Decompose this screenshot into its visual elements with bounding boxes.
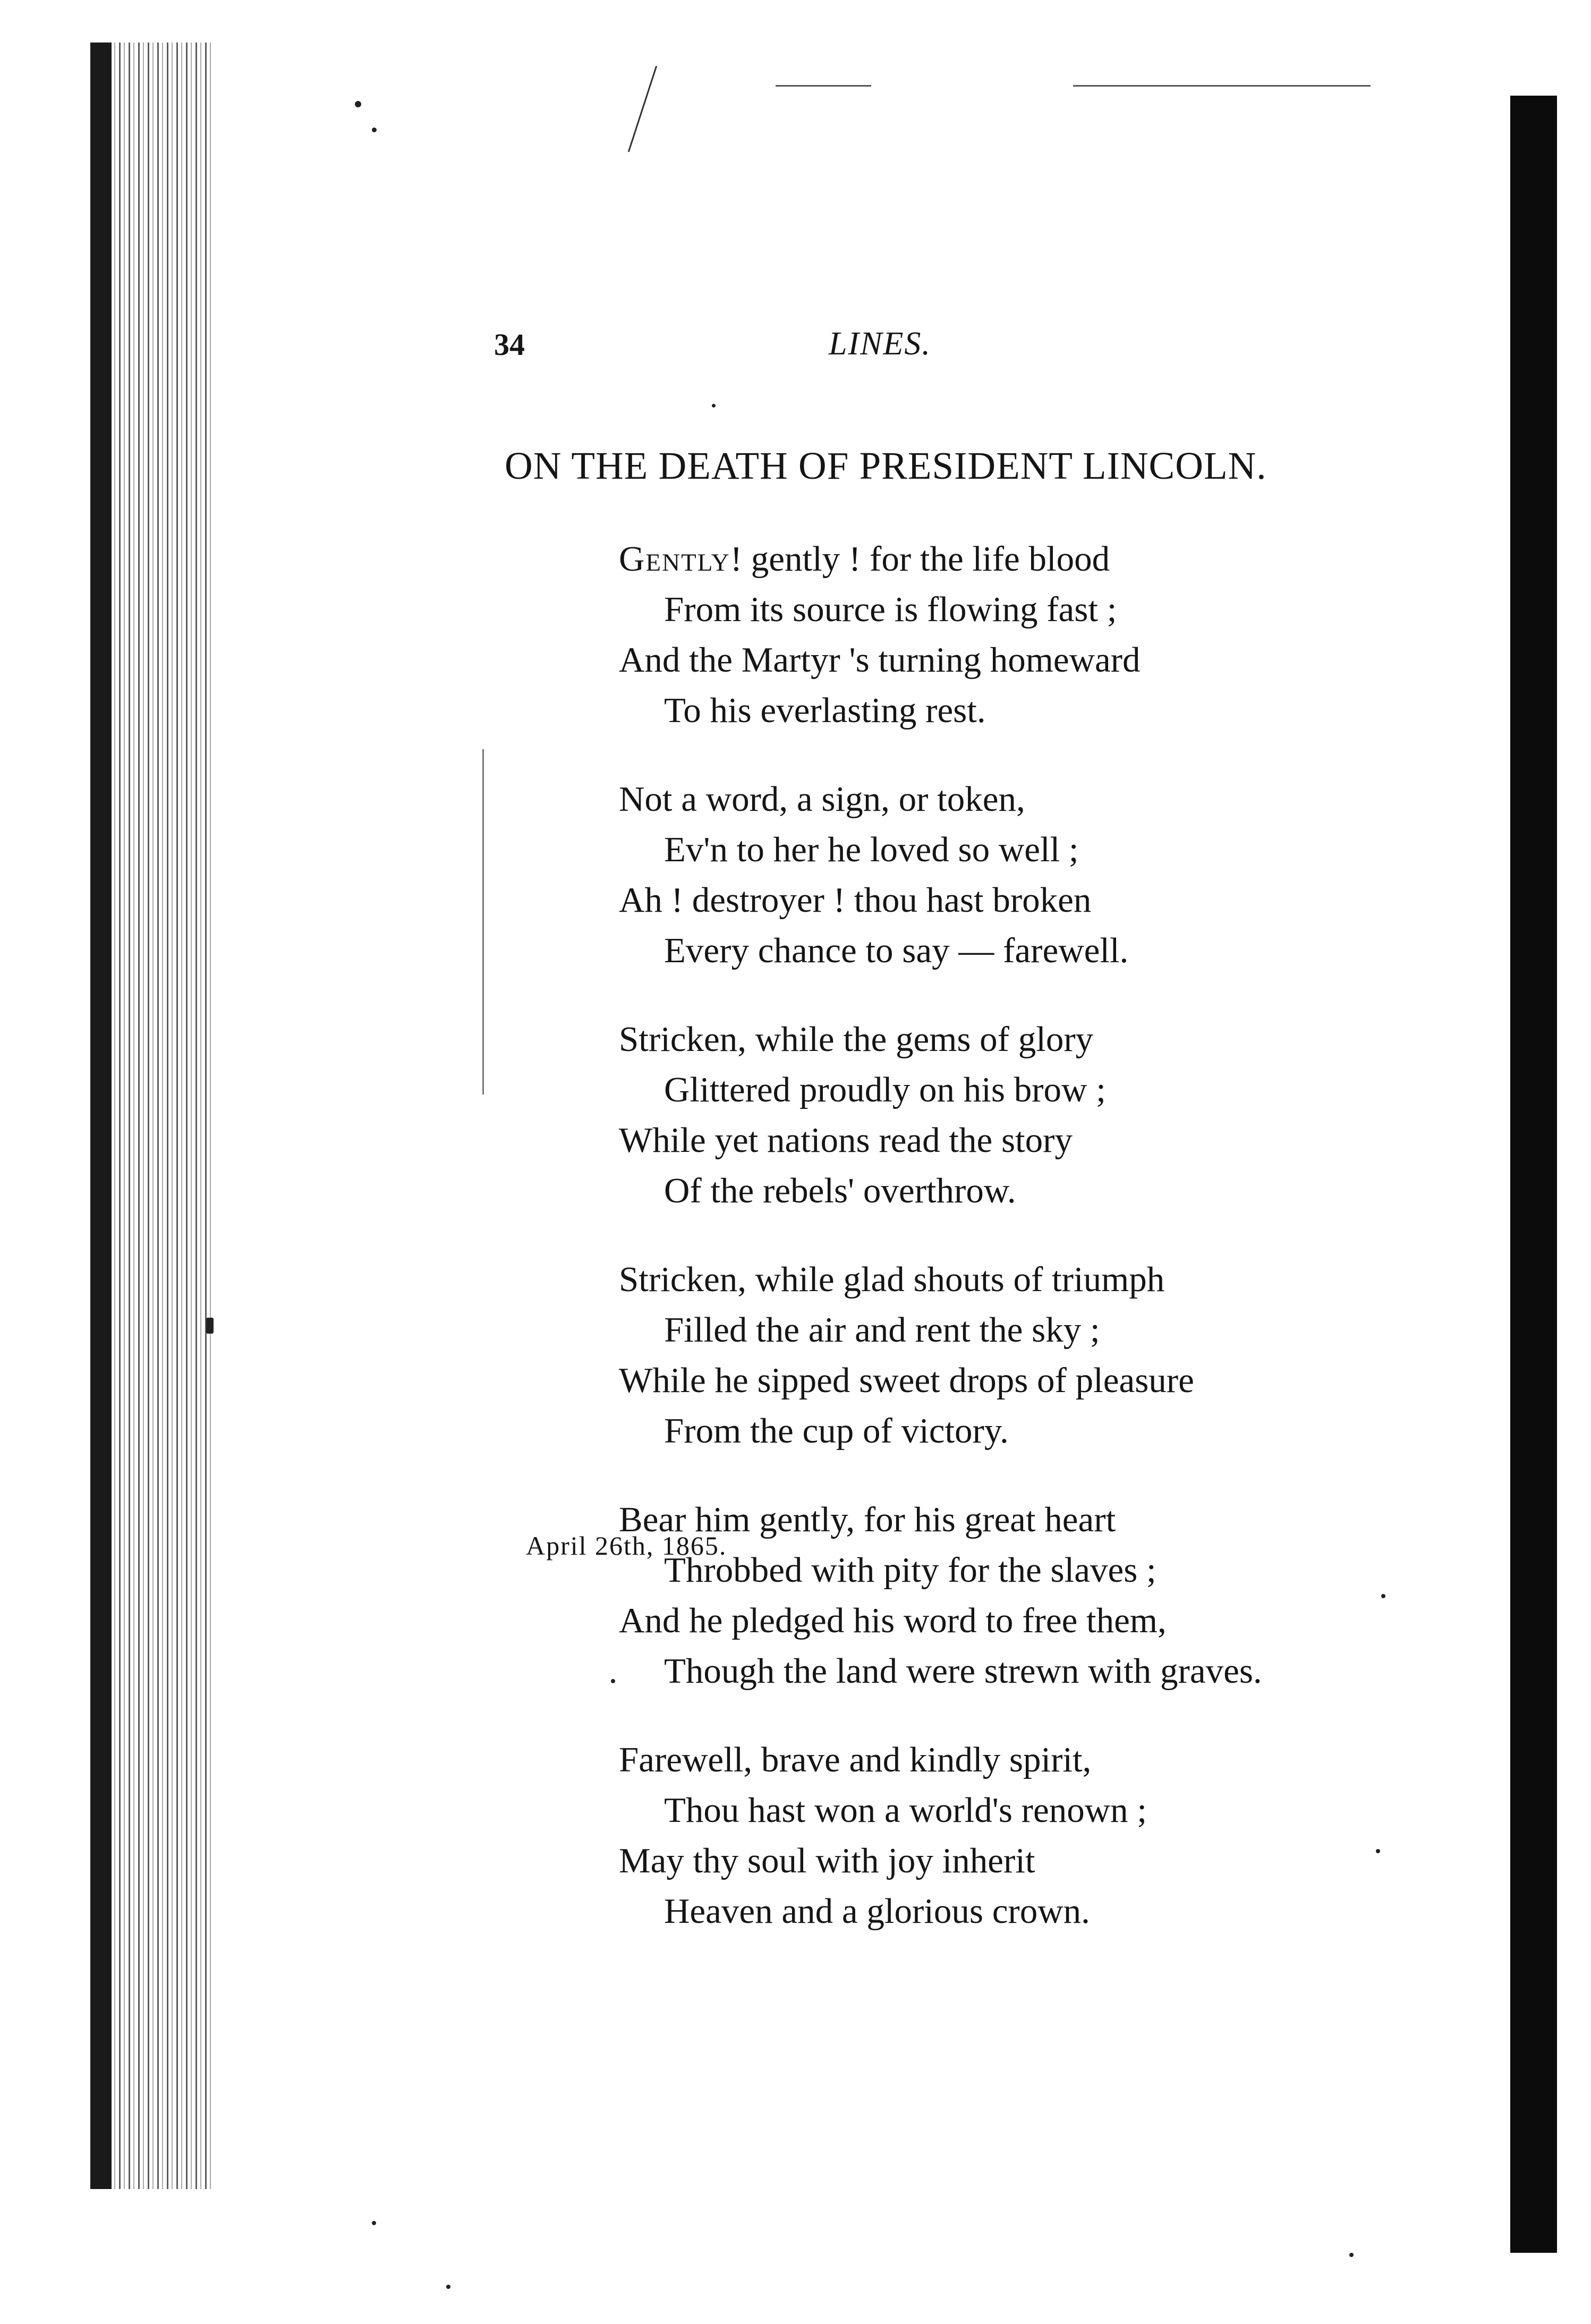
poem-line: Farewell, brave and kindly spirit, [619,1740,1092,1779]
scan-mark [1073,85,1371,87]
running-head: LINES. [829,326,931,362]
poem-line: Not a word, a sign, or token, [619,779,1025,819]
scan-mark [776,85,871,87]
stanza [619,1495,1469,1697]
stanza [619,534,1469,736]
poem-line: From its source is flowing fast ; [664,590,1117,629]
scan-speck [206,1318,214,1334]
scan-mark [628,66,657,152]
poem-line: And he pledged his word to free them, [619,1601,1167,1640]
poem-line [619,534,1469,584]
stanza [619,774,1469,976]
first-word: Gently [619,539,730,579]
scan-speck [1349,2253,1354,2257]
poem-line: Throbbed with pity for the slaves ; [664,1550,1156,1590]
poem-line: Every chance to say — farewell. [664,931,1129,970]
scan-speck [355,101,361,107]
scan-speck [446,2285,450,2289]
poem-line: Ah ! destroyer ! thou hast broken [619,880,1092,920]
poem-line: While he sipped sweet drops of pleasure [619,1361,1194,1400]
poem-date: April 26th, 1865. [526,1531,727,1560]
scan-speck [712,404,716,408]
poem-line: Filled the air and rent the sky ; [664,1310,1100,1350]
poem-line: Heaven and a glorious crown. [664,1892,1090,1931]
scan-speck [611,1679,615,1683]
poem-line: Thou hast won a world's renown ; [664,1791,1147,1830]
poem-line: From the cup of victory. [664,1411,1009,1451]
poem-line: Stricken, while the gems of glory [619,1020,1094,1059]
binding-edge-dark [90,43,112,2189]
poem-line: To his everlasting rest. [664,691,986,730]
poem-line: Though the land were strewn with graves. [664,1651,1262,1691]
poem-line-text: ! gently ! for the life blood [730,539,1110,579]
poem-line: Glittered proudly on his brow ; [664,1070,1106,1109]
scan-speck [372,2221,376,2225]
stanza [619,1254,1469,1456]
poem-line: Stricken, while glad shouts of triumph [619,1260,1165,1299]
poem-line: Of the rebels' overthrow. [664,1171,1016,1210]
poem-line: And the Martyr 's turning homeward [619,640,1141,680]
scan-speck [372,128,377,132]
poem-line: Ev'n to her he loved so well ; [664,830,1079,869]
scan-mark [482,749,484,1095]
poem-line: May thy soul with joy inherit [619,1841,1035,1880]
poem-title: ON THE DEATH OF PRESIDENT LINCOLN. [505,444,1267,487]
poem-line: Bear him gently, for his great heart [619,1500,1116,1539]
stanza [619,1735,1469,1937]
poem-body [619,534,1469,1975]
page-number: 34 [494,327,525,362]
poem-line: While yet nations read the story [619,1121,1073,1160]
right-edge-bar [1510,96,1557,2253]
stanza [619,1014,1469,1216]
